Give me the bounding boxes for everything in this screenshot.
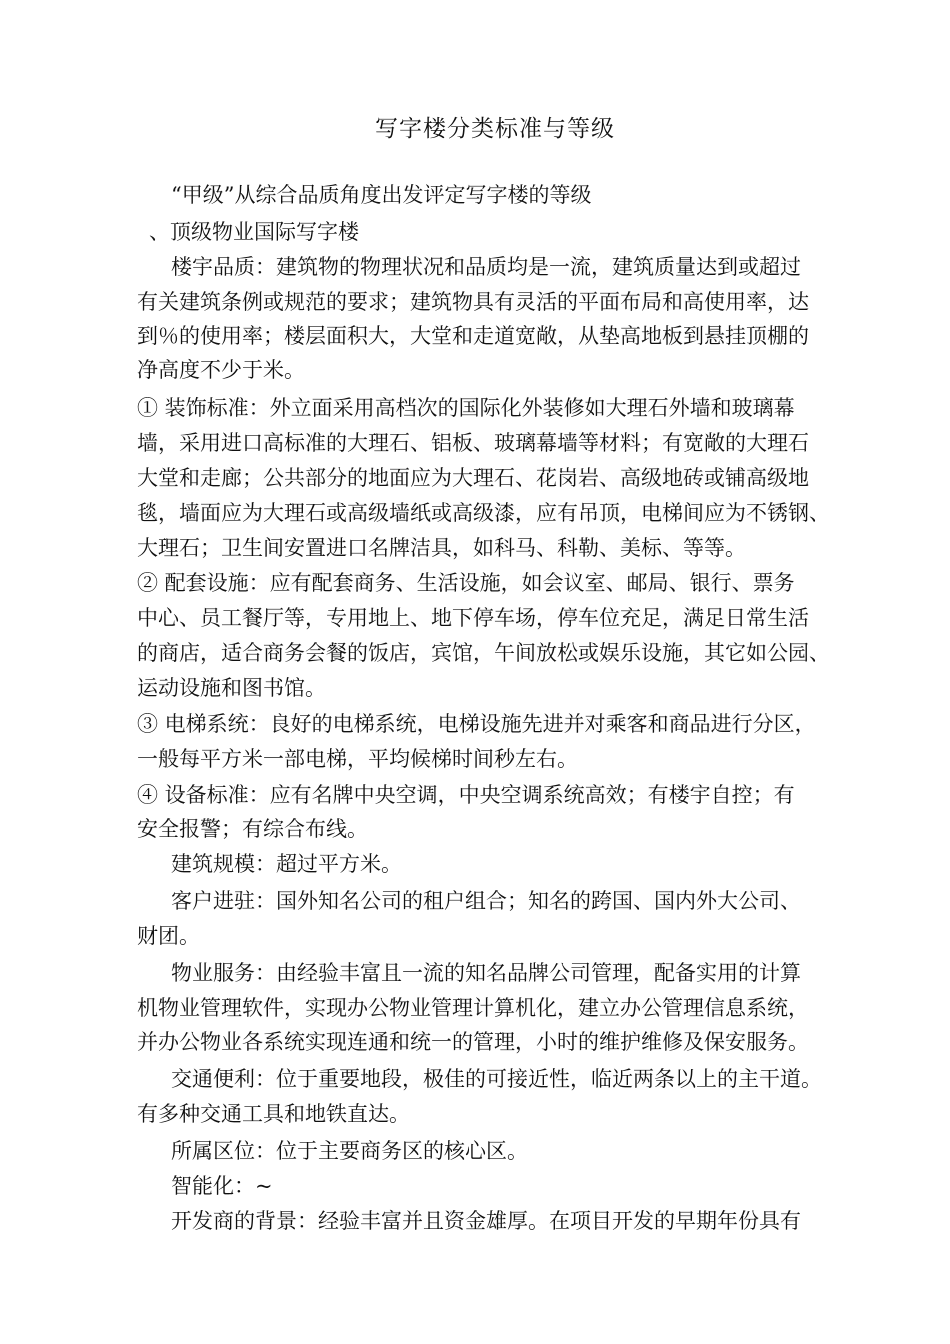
text-line: 大堂和走廊；公共部分的地面应为大理石、花岗岩、高级地砖或铺高级地: [137, 466, 809, 490]
text-line: 机物业管理软件，实现办公物业管理计算机化，建立办公管理信息系统，: [137, 996, 809, 1020]
text-line: 中心、员工餐厅等，专用地上、地下停车场，停车位充足，满足日常生活: [137, 606, 809, 630]
text-line: 、顶级物业国际写字楼: [149, 220, 359, 244]
text-line: 客户进驻：国外知名公司的租户组合；知名的跨国、国内外大公司、: [171, 889, 801, 913]
text-line: 物业服务：由经验丰富且一流的知名品牌公司管理，配备实用的计算: [171, 961, 801, 985]
text-line: ② 配套设施：应有配套商务、生活设施，如会议室、邮局、银行、票务: [137, 571, 795, 595]
text-line: ③ 电梯系统：良好的电梯系统，电梯设施先进并对乘客和商品进行分区，: [137, 712, 816, 736]
text-line: ④ 设备标准：应有名牌中央空调，中央空调系统高效；有楼宇自控；有: [137, 783, 795, 807]
text-line: 到％的使用率；楼层面积大，大堂和走道宽敞，从垫高地板到悬挂顶棚的: [137, 324, 809, 348]
text-line: 安全报警；有综合布线。: [137, 817, 368, 841]
text-line: 一般每平方米一部电梯，平均候梯时间秒左右。: [137, 747, 578, 771]
text-line: 运动设施和图书馆。: [137, 676, 326, 700]
text-line: 的商店，适合商务会餐的饭店，宾馆，午间放松或娱乐设施，其它如公园、: [137, 641, 830, 665]
text-line: 有关建筑条例或规范的要求；建筑物具有灵活的平面布局和高使用率，达: [137, 290, 809, 314]
text-line: 建筑规模：超过平方米。: [171, 852, 402, 876]
text-line: 开发商的背景：经验丰富并且资金雄厚。在项目开发的早期年份具有: [171, 1209, 801, 1233]
text-line: 有多种交通工具和地铁直达。: [137, 1102, 410, 1126]
text-line: 毯，墙面应为大理石或高级墙纸或高级漆，应有吊顶，电梯间应为不锈钢、: [137, 501, 830, 525]
text-line: 交通便利：位于重要地段，极佳的可接近性，临近两条以上的主干道。: [171, 1067, 822, 1091]
text-line: 墙，采用进口高标准的大理石、铝板、玻璃幕墙等材料；有宽敞的大理石: [137, 431, 809, 455]
document-title: 写字楼分类标准与等级: [375, 116, 615, 142]
text-line: 楼宇品质：建筑物的物理状况和品质均是一流，建筑质量达到或超过: [171, 255, 801, 279]
text-line: ① 装饰标准：外立面采用高档次的国际化外装修如大理石外墙和玻璃幕: [137, 396, 795, 420]
text-line: 并办公物业各系统实现连通和统一的管理，小时的维护维修及保安服务。: [137, 1030, 809, 1054]
text-line: 财团。: [137, 924, 200, 948]
text-line: 大理石；卫生间安置进口名牌洁具，如科马、科勒、美标、等等。: [137, 536, 746, 560]
text-line: 所属区位：位于主要商务区的核心区。: [171, 1139, 528, 1163]
text-line: 智能化：~: [171, 1174, 273, 1198]
text-line: “甲级”从综合品质角度出发评定写字楼的等级: [171, 183, 592, 207]
text-line: 净高度不少于米。: [137, 358, 305, 382]
